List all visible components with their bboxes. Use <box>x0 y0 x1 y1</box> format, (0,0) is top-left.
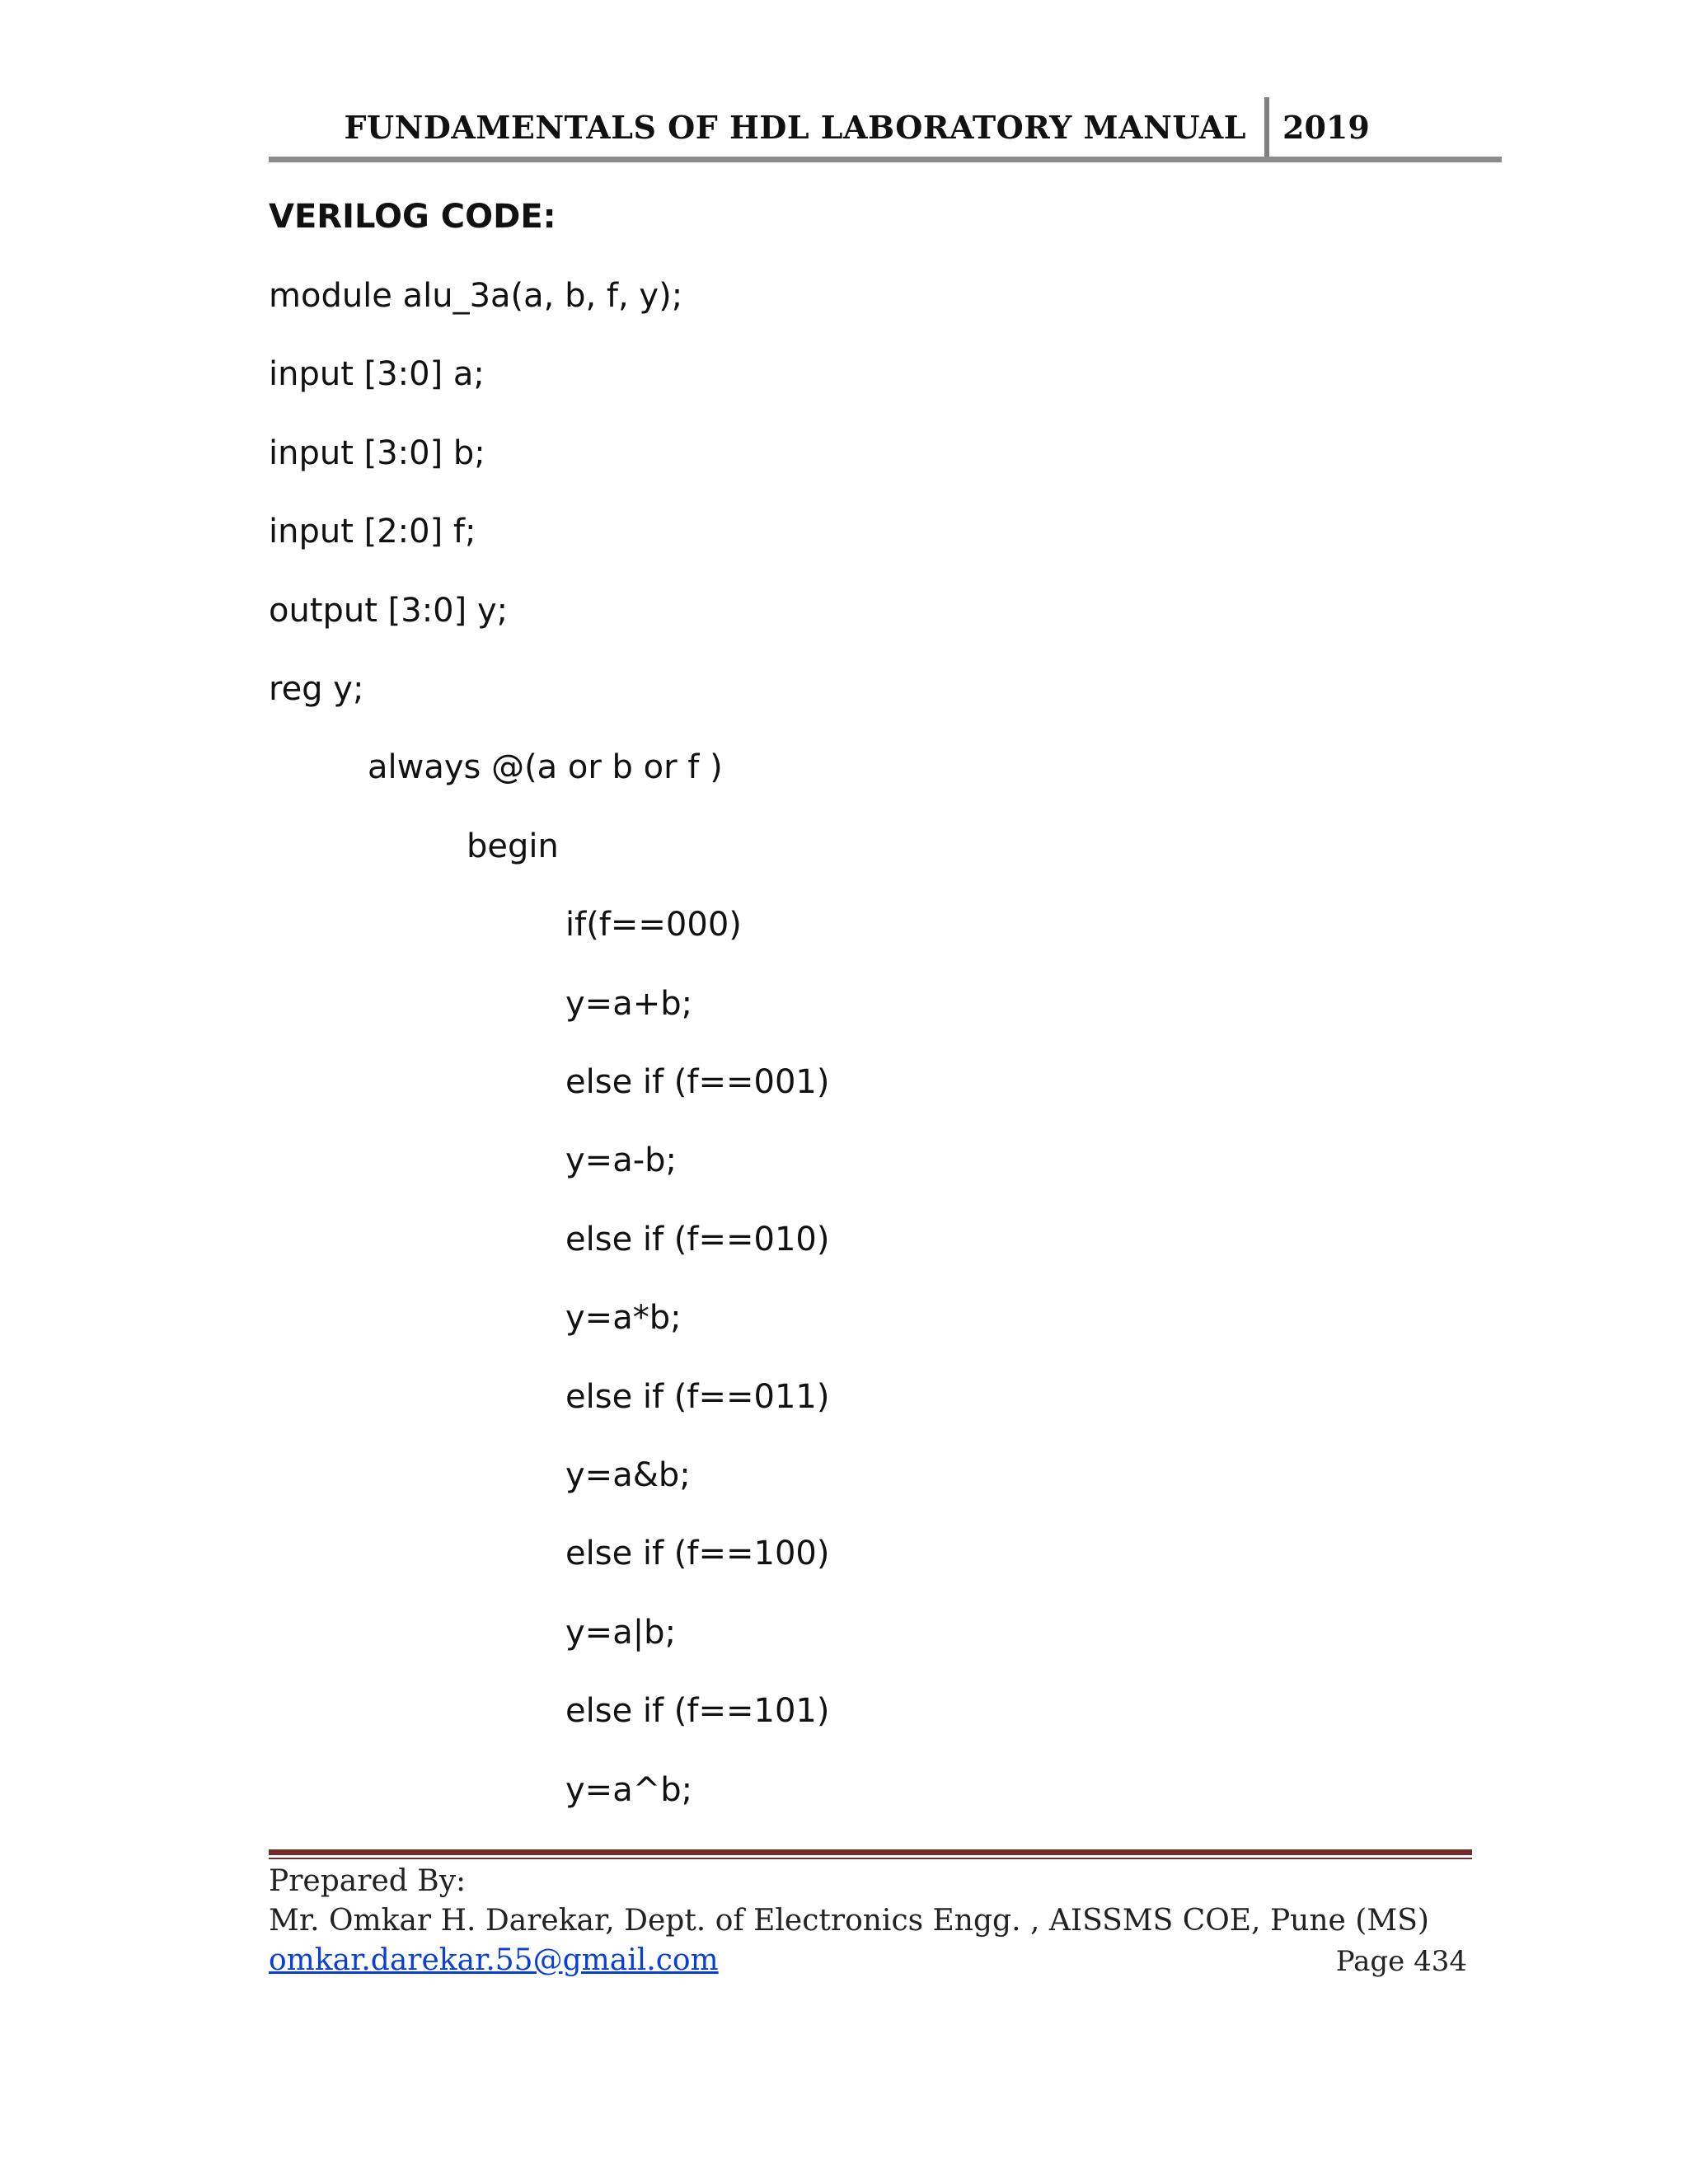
manual-title: FUNDAMENTALS OF HDL LABORATORY MANUAL <box>344 109 1246 146</box>
author-email-link[interactable]: omkar.darekar.55@gmail.com <box>269 1943 719 1977</box>
code-line: y=a+b; <box>565 984 693 1023</box>
code-line: input [3:0] b; <box>269 434 485 472</box>
code-line: module alu_3a(a, b, f, y); <box>269 277 683 315</box>
code-line: y=a|b; <box>565 1613 677 1652</box>
code-line: output [3:0] y; <box>269 591 509 630</box>
code-line: y=a^b; <box>565 1770 693 1809</box>
header-separator <box>1264 97 1269 160</box>
code-line: begin <box>467 827 559 865</box>
code-line: input [2:0] f; <box>269 513 476 551</box>
code-line: if(f==000) <box>565 906 742 944</box>
code-line: else if (f==011) <box>565 1377 830 1416</box>
page-number: Page 434 <box>1335 1945 1467 1978</box>
code-line: y=a&b; <box>565 1456 691 1494</box>
footer-rule-thin <box>269 1858 1472 1859</box>
author-credit: Mr. Omkar H. Darekar, Dept. of Electronics Engg. , AISSMS COE, Pune (MS) <box>269 1904 1429 1938</box>
code-line: else if (f==100) <box>565 1535 830 1573</box>
code-line: input [3:0] a; <box>269 355 485 394</box>
header-rule <box>269 157 1502 162</box>
page-header <box>269 97 1502 160</box>
code-line: y=a-b; <box>565 1141 677 1180</box>
code-line: else if (f==101) <box>565 1692 830 1731</box>
code-line: else if (f==010) <box>565 1220 830 1258</box>
prepared-by-label: Prepared By: <box>269 1864 467 1898</box>
manual-year: 2019 <box>1282 109 1370 146</box>
section-heading: VERILOG CODE: <box>269 198 556 236</box>
code-line: y=a*b; <box>565 1299 682 1338</box>
footer-rule <box>269 1849 1472 1855</box>
code-line: reg y; <box>269 670 364 708</box>
code-line: always @(a or b or f ) <box>368 748 723 787</box>
code-line: else if (f==001) <box>565 1063 830 1101</box>
